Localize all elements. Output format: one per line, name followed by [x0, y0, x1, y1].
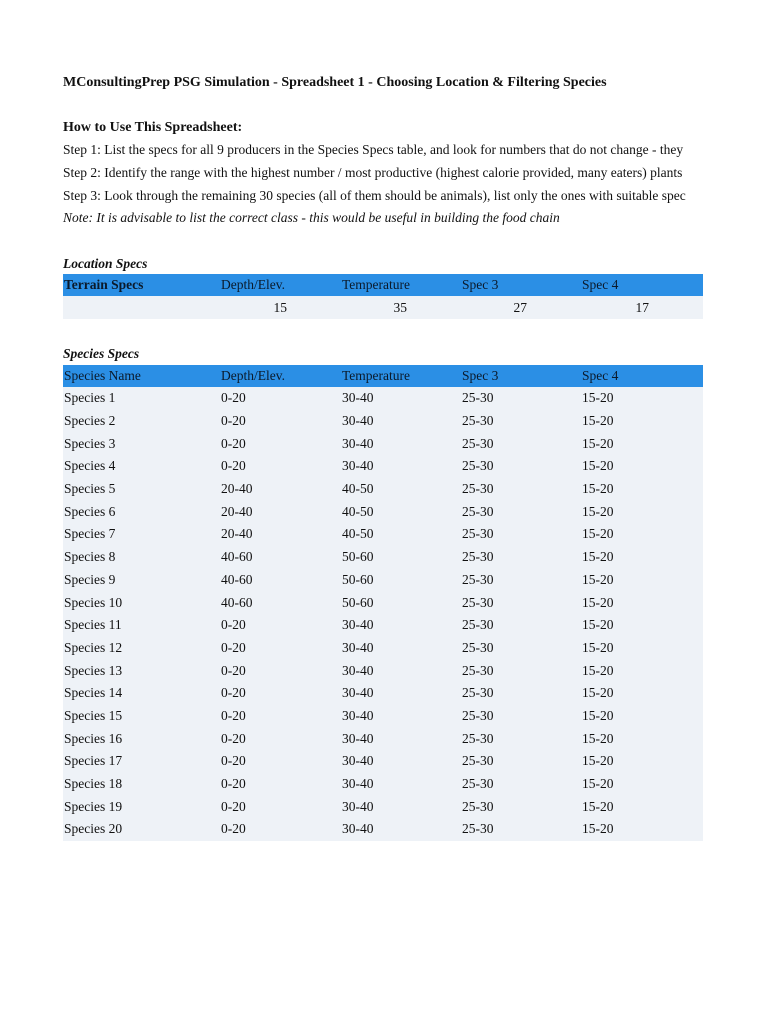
species-spec-cell[interactable]: 40-60 — [221, 549, 253, 565]
species-spec-cell[interactable]: 15-20 — [582, 707, 614, 723]
table-row — [63, 637, 703, 660]
location-header-cell[interactable]: Spec 4 — [582, 277, 619, 292]
species-name-cell[interactable]: Species 11 — [64, 617, 122, 633]
species-spec-cell[interactable]: 40-50 — [342, 526, 374, 542]
species-header-cell[interactable]: Species Name — [64, 368, 141, 383]
species-spec-cell[interactable]: 0-20 — [221, 776, 246, 792]
table-row — [63, 387, 703, 410]
species-spec-cell[interactable]: 30-40 — [342, 776, 374, 792]
location-header-row — [63, 274, 703, 296]
species-name-cell[interactable]: Species 2 — [64, 413, 116, 429]
species-spec-cell[interactable]: 15-20 — [582, 390, 614, 406]
location-value-cell[interactable]: 15 — [273, 299, 287, 315]
howto-heading: How to Use This Spreadsheet: — [63, 120, 243, 135]
species-spec-cell[interactable]: 0-20 — [221, 458, 246, 474]
species-spec-cell[interactable]: 25-30 — [462, 662, 494, 678]
species-spec-cell[interactable]: 20-40 — [221, 526, 253, 542]
species-specs-table — [63, 365, 703, 841]
species-spec-cell[interactable]: 40-60 — [221, 594, 253, 610]
location-value-cell[interactable]: 27 — [513, 299, 527, 315]
species-spec-cell[interactable]: 30-40 — [342, 707, 374, 723]
species-name-cell[interactable]: Species 18 — [64, 776, 123, 792]
species-spec-cell[interactable]: 25-30 — [462, 707, 494, 723]
table-row — [63, 455, 703, 478]
species-spec-cell[interactable]: 0-20 — [221, 435, 246, 451]
table-row — [63, 410, 703, 433]
species-spec-cell[interactable]: 20-40 — [221, 503, 253, 519]
species-spec-cell[interactable]: 15-20 — [582, 617, 614, 633]
species-spec-cell[interactable]: 25-30 — [462, 526, 494, 542]
species-spec-cell[interactable]: 25-30 — [462, 685, 494, 701]
table-row — [63, 432, 703, 455]
species-spec-cell[interactable]: 30-40 — [342, 639, 374, 655]
species-spec-cell[interactable]: 30-40 — [342, 662, 374, 678]
species-name-cell[interactable]: Species 9 — [64, 571, 116, 587]
species-spec-cell[interactable]: 15-20 — [582, 753, 614, 769]
table-row — [63, 478, 703, 501]
table-row — [63, 795, 703, 818]
species-spec-cell[interactable]: 25-30 — [462, 730, 494, 746]
species-spec-cell[interactable]: 0-20 — [221, 707, 246, 723]
species-name-cell[interactable]: Species 6 — [64, 503, 116, 519]
species-header-cell[interactable]: Spec 3 — [462, 368, 499, 383]
species-header-cell[interactable]: Depth/Elev. — [221, 368, 285, 383]
location-header-cell[interactable]: Spec 3 — [462, 277, 499, 292]
species-spec-cell[interactable]: 25-30 — [462, 617, 494, 633]
species-spec-cell[interactable]: 25-30 — [462, 549, 494, 565]
species-spec-cell[interactable]: 25-30 — [462, 390, 494, 406]
howto-step-1: Step 1: List the specs for all 9 producers in the Species Specs table, and look for numbers that do not change - they — [63, 142, 684, 157]
species-spec-cell[interactable]: 20-40 — [221, 481, 253, 497]
species-spec-cell[interactable]: 15-20 — [582, 776, 614, 792]
species-spec-cell[interactable]: 30-40 — [342, 798, 374, 814]
table-row — [63, 523, 703, 546]
species-spec-cell[interactable]: 30-40 — [342, 413, 374, 429]
location-value-cell[interactable]: 17 — [635, 299, 649, 315]
species-spec-cell[interactable]: 50-60 — [342, 594, 374, 610]
species-spec-cell[interactable]: 30-40 — [342, 753, 374, 769]
location-value-cell[interactable] — [63, 296, 220, 319]
species-name-cell[interactable]: Species 20 — [64, 821, 123, 837]
species-header-row — [63, 365, 703, 387]
species-spec-cell[interactable]: 0-20 — [221, 413, 246, 429]
species-specs-label: Species Specs — [63, 346, 140, 361]
species-spec-cell[interactable]: 0-20 — [221, 662, 246, 678]
species-spec-cell[interactable]: 50-60 — [342, 549, 374, 565]
species-name-cell[interactable]: Species 8 — [64, 549, 116, 565]
location-header-cell[interactable]: Temperature — [342, 277, 411, 292]
species-header-cell[interactable]: Spec 4 — [582, 368, 619, 383]
species-spec-cell[interactable]: 15-20 — [582, 435, 614, 451]
species-spec-cell[interactable]: 30-40 — [342, 617, 374, 633]
species-spec-cell[interactable]: 15-20 — [582, 571, 614, 587]
species-name-cell[interactable]: Species 14 — [64, 685, 123, 701]
species-spec-cell[interactable]: 25-30 — [462, 435, 494, 451]
species-spec-cell[interactable]: 25-30 — [462, 753, 494, 769]
species-spec-cell[interactable]: 0-20 — [221, 390, 246, 406]
species-name-cell[interactable]: Species 5 — [64, 481, 116, 497]
species-spec-cell[interactable]: 40-50 — [342, 481, 374, 497]
species-spec-cell[interactable]: 30-40 — [342, 821, 374, 837]
table-row — [63, 591, 703, 614]
species-spec-cell[interactable]: 25-30 — [462, 481, 494, 497]
table-row — [63, 614, 703, 637]
species-spec-cell[interactable]: 25-30 — [462, 571, 494, 587]
species-spec-cell[interactable]: 15-20 — [582, 730, 614, 746]
species-spec-cell[interactable]: 0-20 — [221, 798, 246, 814]
species-name-cell[interactable]: Species 12 — [64, 639, 123, 655]
species-spec-cell[interactable]: 0-20 — [221, 685, 246, 701]
species-spec-cell[interactable]: 0-20 — [221, 753, 246, 769]
species-spec-cell[interactable]: 15-20 — [582, 526, 614, 542]
table-row — [63, 500, 703, 523]
species-name-cell[interactable]: Species 4 — [64, 458, 116, 474]
species-spec-cell[interactable]: 25-30 — [462, 776, 494, 792]
species-name-cell[interactable]: Species 10 — [64, 594, 123, 610]
species-spec-cell[interactable]: 0-20 — [221, 639, 246, 655]
species-name-cell[interactable]: Species 3 — [64, 435, 116, 451]
species-spec-cell[interactable]: 15-20 — [582, 594, 614, 610]
location-value-cell[interactable]: 35 — [393, 299, 407, 315]
species-spec-cell[interactable]: 30-40 — [342, 390, 374, 406]
species-name-cell[interactable]: Species 15 — [64, 707, 123, 723]
species-spec-cell[interactable]: 30-40 — [342, 458, 374, 474]
species-name-cell[interactable]: Species 13 — [64, 662, 123, 678]
table-row — [63, 569, 703, 592]
species-spec-cell[interactable]: 25-30 — [462, 503, 494, 519]
species-spec-cell[interactable]: 50-60 — [342, 571, 374, 587]
species-spec-cell[interactable]: 30-40 — [342, 435, 374, 451]
species-spec-cell[interactable]: 40-50 — [342, 503, 374, 519]
species-spec-cell[interactable]: 25-30 — [462, 821, 494, 837]
location-header-cell[interactable]: Terrain Specs — [64, 277, 144, 292]
species-spec-cell[interactable]: 15-20 — [582, 413, 614, 429]
species-spec-cell[interactable]: 15-20 — [582, 798, 614, 814]
species-name-cell[interactable]: Species 17 — [64, 753, 123, 769]
species-spec-cell[interactable]: 25-30 — [462, 798, 494, 814]
species-spec-cell[interactable]: 15-20 — [582, 549, 614, 565]
location-value-row — [63, 296, 703, 319]
howto-step-3: Step 3: Look through the remaining 30 species (all of them should be animals), list only the ones with suitable spec — [63, 188, 686, 203]
location-specs-table — [63, 274, 703, 319]
location-specs-label: Location Specs — [63, 256, 148, 271]
species-spec-cell[interactable]: 15-20 — [582, 503, 614, 519]
species-spec-cell[interactable]: 30-40 — [342, 730, 374, 746]
species-spec-cell[interactable]: 15-20 — [582, 639, 614, 655]
species-spec-cell[interactable]: 25-30 — [462, 594, 494, 610]
species-spec-cell[interactable]: 15-20 — [582, 458, 614, 474]
howto-note: Note: It is advisable to list the correct class - this would be useful in building the food chain — [63, 210, 560, 225]
species-spec-cell[interactable]: 15-20 — [582, 662, 614, 678]
table-row — [63, 773, 703, 796]
page-title: MConsultingPrep PSG Simulation - Spreadsheet 1 - Choosing Location & Filtering Species — [63, 75, 607, 90]
species-spec-cell[interactable]: 25-30 — [462, 639, 494, 655]
howto-step-2: Step 2: Identify the range with the highest number / most productive (highest calorie provided, many eaters) plants — [63, 165, 683, 180]
species-spec-cell[interactable]: 25-30 — [462, 413, 494, 429]
species-spec-cell[interactable]: 15-20 — [582, 685, 614, 701]
table-row — [63, 682, 703, 705]
species-name-cell[interactable]: Species 7 — [64, 526, 116, 542]
species-name-cell[interactable]: Species 19 — [64, 798, 123, 814]
table-row — [63, 818, 703, 841]
species-spec-cell[interactable]: 0-20 — [221, 821, 246, 837]
species-spec-cell[interactable]: 15-20 — [582, 821, 614, 837]
species-spec-cell[interactable]: 25-30 — [462, 458, 494, 474]
species-header-cell[interactable]: Temperature — [342, 368, 411, 383]
table-row — [63, 705, 703, 728]
species-table-body — [63, 387, 703, 841]
table-row — [63, 546, 703, 569]
species-name-cell[interactable]: Species 16 — [64, 730, 123, 746]
species-name-cell[interactable]: Species 1 — [64, 390, 116, 406]
species-spec-cell[interactable]: 0-20 — [221, 617, 246, 633]
species-spec-cell[interactable]: 0-20 — [221, 730, 246, 746]
table-row — [63, 727, 703, 750]
table-row — [63, 750, 703, 773]
species-spec-cell[interactable]: 30-40 — [342, 685, 374, 701]
species-spec-cell[interactable]: 40-60 — [221, 571, 253, 587]
location-header-cell[interactable]: Depth/Elev. — [221, 277, 285, 292]
table-row — [63, 659, 703, 682]
species-spec-cell[interactable]: 15-20 — [582, 481, 614, 497]
